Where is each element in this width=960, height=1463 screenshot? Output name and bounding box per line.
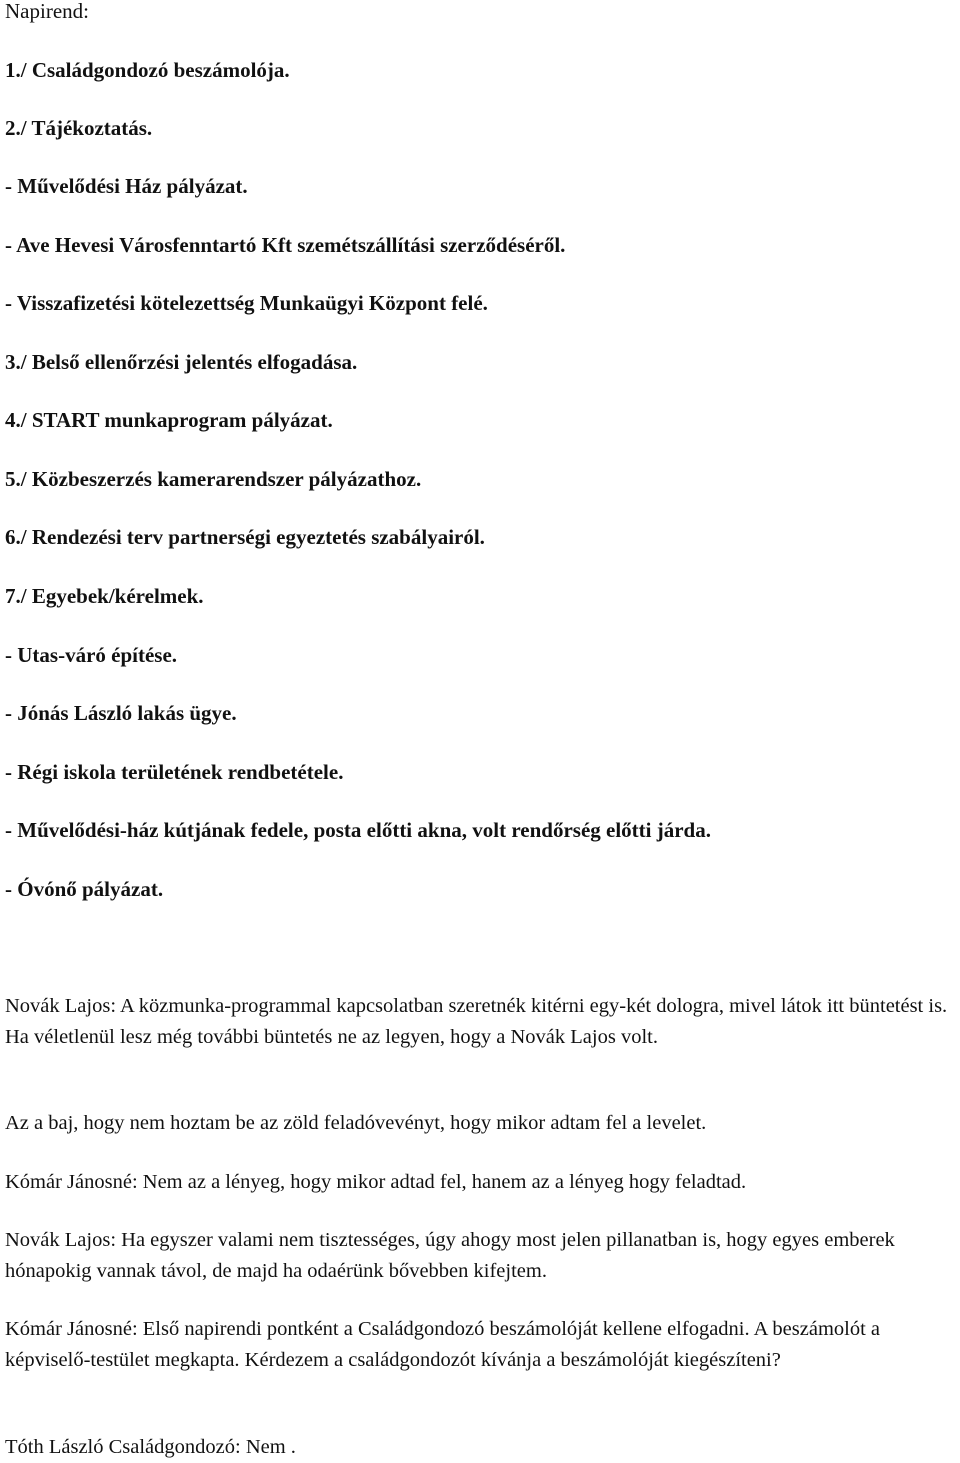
minutes-paragraph: Kómár Jánosné: Első napirendi pontként a Családgondozó beszámolóját kellene elfogadni. A beszámolót a képviselő-testület megkapta. Kérdezem a családgondozót kívánja a beszámolóját kiegészíteni?	[5, 1318, 881, 1371]
agenda-item: - Művelődési Ház pályázat.	[5, 174, 248, 198]
agenda-item: - Óvónő pályázat.	[5, 877, 164, 901]
agenda-item: - Ave Hevesi Városfenntartó Kft szemétszállítási szerződéséről.	[5, 233, 566, 257]
minutes-paragraph: Kómár Jánosné: Nem az a lényeg, hogy mikor adtad fel, hanem az a lényeg hogy feladtad.	[5, 1171, 747, 1193]
agenda-item: - Régi iskola területének rendbetétele.	[5, 760, 344, 784]
agenda-item: 5./ Közbeszerzés kamerarendszer pályázathoz.	[5, 467, 422, 491]
agenda-item: 3./ Belső ellenőrzési jelentés elfogadása.	[5, 350, 358, 374]
agenda-item: 4./ START munkaprogram pályázat.	[5, 408, 333, 432]
agenda-item: - Visszafizetési kötelezettség Munkaügyi Központ felé.	[5, 291, 488, 315]
agenda-item: 7./ Egyebek/kérelmek.	[5, 584, 204, 608]
agenda-item: - Művelődési-ház kútjának fedele, posta előtti akna, volt rendőrség előtti járda.	[5, 818, 711, 842]
agenda-item: 1./ Családgondozó beszámolója.	[5, 58, 290, 82]
agenda-item: 2./ Tájékoztatás.	[5, 116, 153, 140]
agenda-item: 6./ Rendezési terv partnerségi egyeztetés szabályairól.	[5, 525, 485, 549]
minutes-paragraph: Novák Lajos: Ha egyszer valami nem tisztességes, úgy ahogy most jelen pillanatban is, hogy egyes emberek hónapokig vannak távol, de majd ha odaérünk bővebben kifejtem.	[5, 1229, 895, 1282]
minutes-paragraph: Az a baj, hogy nem hoztam be az zöld feladóvevényt, hogy mikor adtam fel a levelet.	[5, 1112, 707, 1134]
agenda-item: - Utas-váró építése.	[5, 643, 178, 667]
agenda-item: - Jónás László lakás ügye.	[5, 701, 237, 725]
minutes-paragraph: Tóth László Családgondozó: Nem .	[5, 1436, 296, 1458]
minutes-paragraph: Novák Lajos: A közmunka-programmal kapcsolatban szeretnék kitérni egy-két dologra, mivel látok itt büntetést is. Ha véletlenül lesz még további büntetés ne az legyen, hogy a Novák Lajos volt.	[5, 995, 948, 1048]
agenda-heading: Napirend:	[5, 0, 89, 23]
